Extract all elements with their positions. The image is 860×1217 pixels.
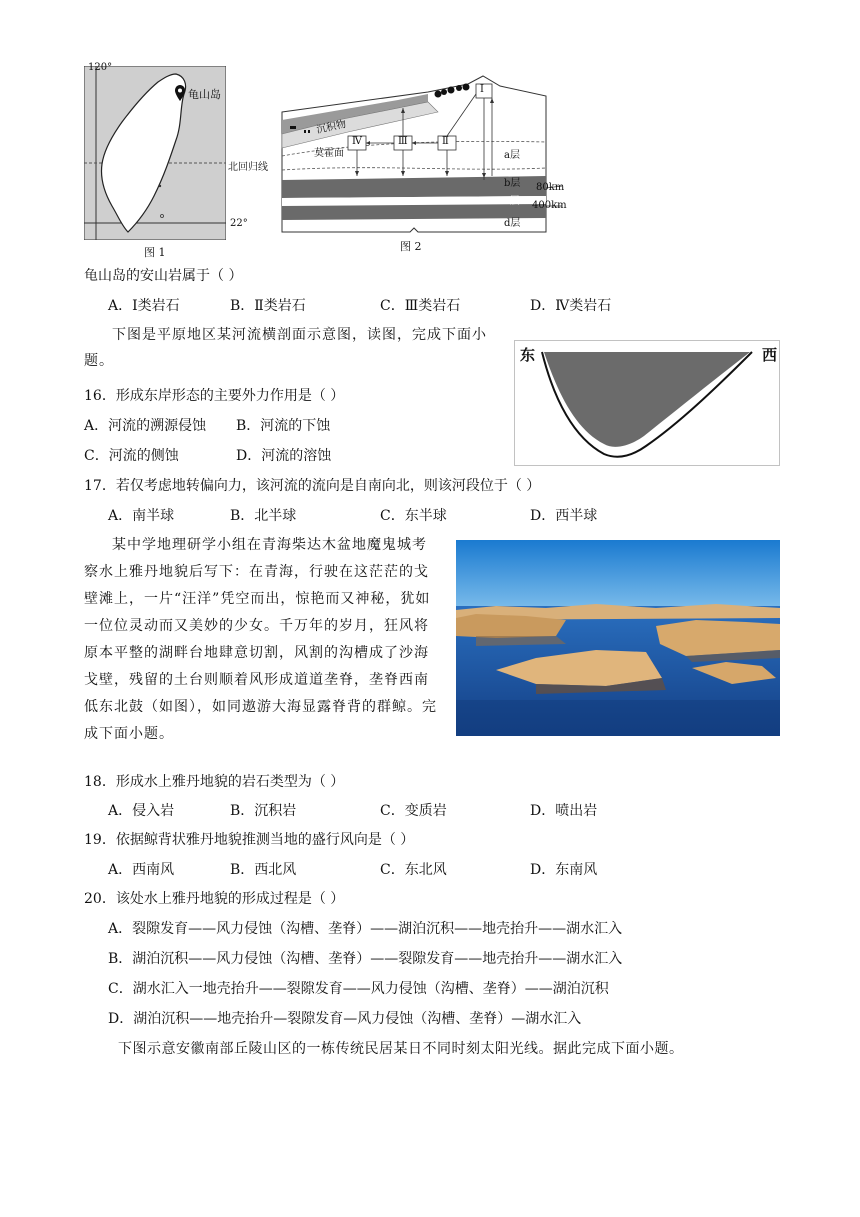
rock-box-2-label: Ⅱ: [442, 136, 449, 147]
option-c[interactable]: C．变质岩: [380, 803, 447, 819]
option-b[interactable]: B．湖泊沉积——风力侵蚀（沟槽、垄脊）——裂隙发育——地壳抬升——湖水汇入: [108, 951, 623, 967]
layer-a-label: a层: [504, 150, 520, 161]
option-b[interactable]: B．Ⅱ类岩石: [230, 298, 306, 314]
option-d[interactable]: D．河流的溶蚀: [236, 448, 332, 464]
option-b[interactable]: B．河流的下蚀: [236, 418, 331, 434]
tropic-label: 北回归线: [228, 162, 268, 173]
option-d[interactable]: D．东南风: [530, 862, 598, 878]
option-c[interactable]: C．东半球: [380, 508, 447, 524]
option-a[interactable]: A．Ⅰ类岩石: [108, 298, 180, 314]
question-20-stem: 20．该处水上雅丹地貌的形成过程是（ ）: [84, 891, 345, 907]
figure-2-section: [278, 72, 568, 252]
yardang-landscape-image: [456, 540, 780, 736]
option-c[interactable]: C．Ⅲ类岩石: [380, 298, 461, 314]
rock-box-3-label: Ⅲ: [398, 136, 408, 147]
river-cross-section: [514, 340, 780, 466]
yardang-intro-text: 某中学地理研学小组在青海柴达木盆地魔鬼城考察水上雅丹地貌后写下：在青海，行驶在这茫茫的戈壁滩上，一片“汪洋”凭空而出，惊艳而又神秘，犹如一位位灵动而又美妙的少女。千万年的岁月，狂风将原本平整的湖畔台地肆意切割，风割的沟槽成了沙海戈壁，残留的土台则顺着风形成道道垄脊，垄脊西南低东北鼓（如图），如同遨游大海显露脊背的群鲸。完成下面小题。: [84, 537, 437, 742]
option-d[interactable]: D．Ⅳ类岩石: [530, 298, 612, 314]
option-c[interactable]: C．河流的侧蚀: [84, 448, 179, 464]
option-b[interactable]: B．沉积岩: [230, 803, 297, 819]
rock-box-1-label: Ⅰ: [480, 84, 484, 95]
figure-2-caption: 图 2: [400, 240, 422, 253]
location-pin-icon: [174, 84, 186, 102]
west-label: 西: [762, 346, 778, 364]
option-c[interactable]: C．湖水汇入一地壳抬升——裂隙发育——风力侵蚀（沟槽、垄脊）——湖泊沉积: [108, 981, 609, 997]
option-a[interactable]: A．侵入岩: [108, 803, 175, 819]
moho-label: 莫霍面: [314, 148, 344, 159]
figure-1-map: [84, 62, 268, 259]
question-16-stem: 16．形成东岸形态的主要外力作用是（ ）: [84, 388, 345, 404]
option-a[interactable]: A．西南风: [108, 862, 175, 878]
question-guishan-stem: 龟山岛的安山岩属于（ ）: [84, 268, 243, 284]
option-d[interactable]: D．西半球: [530, 508, 598, 524]
east-label: 东: [520, 346, 536, 364]
layer-b-label: b层: [504, 178, 521, 189]
option-d[interactable]: D．喷出岩: [530, 803, 598, 819]
question-17-stem: 17．若仅考虑地转偏向力，该河流的流向是自南向北，则该河段位于（ ）: [84, 478, 541, 494]
option-d[interactable]: D．湖泊沉积——地壳抬升—裂隙发育—风力侵蚀（沟槽、垄脊）—湖水汇入: [108, 1011, 582, 1027]
depth-400-label: 400km: [532, 200, 567, 211]
question-18-stem: 18．形成水上雅丹地貌的岩石类型为（ ）: [84, 774, 345, 790]
option-c[interactable]: C．东北风: [380, 862, 447, 878]
option-b[interactable]: B．西北风: [230, 862, 297, 878]
river-profile-diagram: [514, 340, 780, 466]
river-intro-text: 下图是平原地区某河流横剖面示意图，读图，完成下面小题。: [84, 327, 487, 369]
figure-1-caption: 图 1: [144, 246, 166, 259]
island-label: 龟山岛: [188, 88, 221, 101]
longitude-label: 120°: [88, 62, 113, 73]
yardang-photo: [456, 540, 780, 736]
sun-intro-text: 下图示意安徽南部丘陵山区的一栋传统民居某日不同时刻太阳光线。据此完成下面小题。: [118, 1041, 684, 1057]
sediment-label: 沉积物: [315, 118, 348, 136]
layer-d-label: d层: [504, 218, 521, 229]
option-b[interactable]: B．北半球: [230, 508, 297, 524]
question-19-stem: 19．依据鲸背状雅丹地貌推测当地的盛行风向是（ ）: [84, 832, 415, 848]
depth-80-label: 80km: [536, 182, 565, 193]
option-a[interactable]: A．河流的溯源侵蚀: [84, 418, 207, 434]
option-a[interactable]: A．裂隙发育——风力侵蚀（沟槽、垄脊）——湖泊沉积——地壳抬升——湖水汇入: [108, 921, 623, 937]
layer-c-label: c层: [504, 196, 520, 207]
option-a[interactable]: A．南半球: [108, 508, 175, 524]
latitude-label: 22°: [230, 218, 248, 229]
rock-box-4-label: Ⅳ: [352, 136, 362, 147]
